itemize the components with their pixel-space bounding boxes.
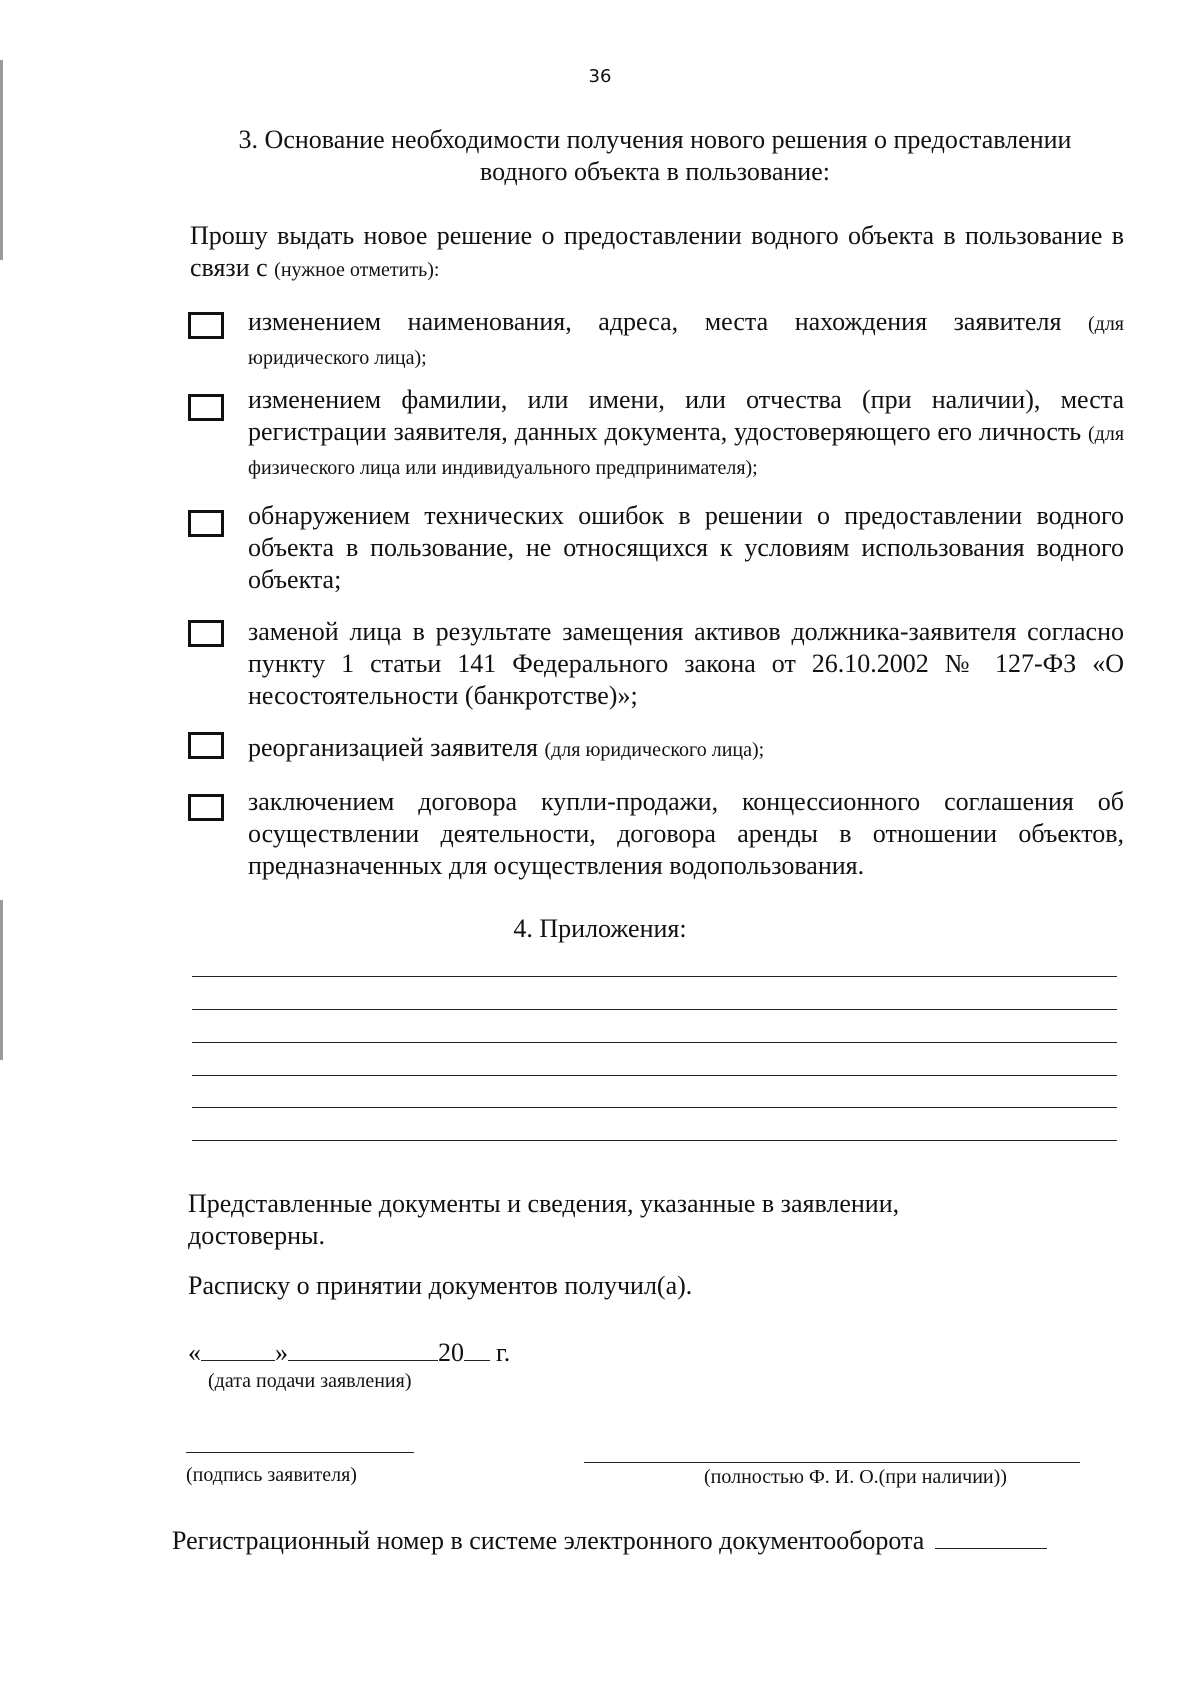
year-prefix: 20 [438,1338,464,1367]
receipt-statement: Расписку о принятии документов получил(а). [188,1271,693,1300]
checkbox-technical-errors[interactable] [188,510,224,537]
checkbox-contract-conclusion[interactable] [188,794,224,821]
option-label: изменением фамилии, или имени, или отчества (при наличии), места регистрации заявителя, данных документа, удостоверяющего его личность [248,385,1124,446]
option-note: (для физического лица или индивидуального предпринимателя); [248,423,1125,479]
option-label: заключением договора купли-продажи, концессионного соглашения об осуществлении деятельности, договора аренды в отношении объектов, предназначенных для осуществления водопользования. [248,787,1124,880]
date-open-quote: « [188,1338,201,1367]
option-text [248,384,1124,484]
intro-text: Прошу выдать новое решение о предоставлении водного объекта в пользование в связи с [190,221,1124,282]
option-label: реорганизацией заявителя [248,733,538,762]
attachment-line[interactable] [192,1107,1117,1108]
attachment-line[interactable] [192,1140,1117,1141]
section4-heading: 4. Приложения: [513,914,687,943]
year-suffix: г. [496,1338,511,1367]
option-text [248,786,1124,882]
attachment-line[interactable] [192,976,1117,977]
page-number: 36 [588,66,612,87]
option-label: обнаружением технических ошибок в решении о предоставлении водного объекта в пользование, не относящихся к условиям использования водного объекта; [248,501,1124,594]
attachment-line[interactable] [192,1042,1117,1043]
option-label: заменой лица в результате замещения активов должника-заявителя согласно пункту 1 статьи 141 Федерального закона от 26.10.2002 № 127-ФЗ «О несостоятельности (банкротстве)»; [248,617,1124,710]
attachment-line[interactable] [192,1075,1117,1076]
full-name-caption: (полностью Ф. И. О.(при наличии)) [704,1466,1007,1488]
option-text [248,616,1124,712]
option-text [248,306,1124,374]
signature-line[interactable] [186,1452,414,1453]
registration-number-row [172,1524,1047,1557]
section3-heading [190,124,1120,188]
option-text [248,500,1124,596]
year-blank[interactable] [464,1336,490,1361]
intro-note: (нужное отметить): [274,259,440,281]
checkbox-reorganization[interactable] [188,732,224,759]
request-intro [190,220,1124,286]
checkbox-asset-replacement[interactable] [188,620,224,647]
scan-edge-mark [0,60,3,260]
month-blank[interactable] [288,1336,438,1361]
day-blank[interactable] [201,1336,275,1361]
section3-heading-line1: 3. Основание необходимости получения нового решения о предоставлении [238,125,1072,154]
option-note: (для юридического лица); [248,313,1124,369]
registration-label: Регистрационный номер в системе электронного документооборота [172,1526,925,1555]
checkbox-name-address-change[interactable] [188,312,224,339]
attachment-line[interactable] [192,1009,1117,1010]
option-note: (для юридического лица); [544,739,765,761]
submission-date-field [188,1336,510,1369]
date-close-quote: » [275,1338,288,1367]
checkbox-personal-data-change[interactable] [188,394,224,421]
option-label: изменением наименования, адреса, места нахождения заявителя [248,307,1062,336]
full-name-line[interactable] [584,1462,1080,1463]
registration-number-blank[interactable] [935,1524,1047,1549]
section3-heading-line2: водного объекта в пользование: [480,157,830,186]
reliability-statement: Представленные документы и сведения, указанные в заявлении, достоверны. [188,1189,900,1250]
signature-caption: (подпись заявителя) [186,1464,357,1486]
option-text [248,732,1124,766]
date-caption: (дата подачи заявления) [208,1370,412,1392]
